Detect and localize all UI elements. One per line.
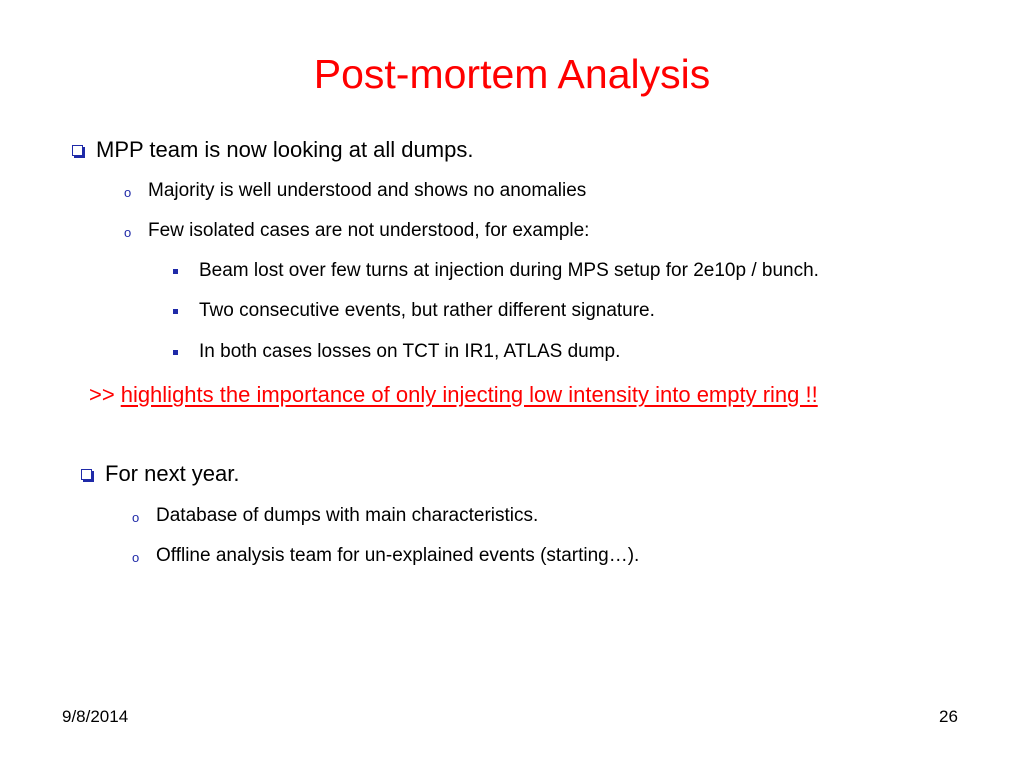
section-1-subitem-2: Two consecutive events, but rather different signature. <box>199 300 655 321</box>
section-1-subitem-3: In both cases losses on TCT in IR1, ATLAS dump. <box>199 341 621 362</box>
filled-square-bullet-icon <box>173 350 178 355</box>
filled-square-bullet-icon <box>173 309 178 314</box>
section-2-item-2: Offline analysis team for un-explained events (starting…). <box>156 545 640 566</box>
footer-date: 9/8/2014 <box>62 707 129 726</box>
circle-bullet-icon: o <box>124 185 132 200</box>
section-2-item-1: Database of dumps with main characteristics. <box>156 505 539 526</box>
circle-bullet-icon: o <box>124 225 132 240</box>
slide-title: Post-mortem Analysis <box>313 51 711 97</box>
section-2-heading: For next year. <box>105 461 240 486</box>
highlight-text: highlights the importance of only injecting low intensity into empty ring !! <box>120 382 818 407</box>
highlight-line <box>89 381 818 409</box>
highlight-prefix: >> <box>89 382 115 407</box>
section-1-heading: MPP team is now looking at all dumps. <box>96 137 474 162</box>
section-1-item-1: Majority is well understood and shows no anomalies <box>148 180 587 201</box>
hollow-square-bullet-icon <box>81 469 92 480</box>
circle-bullet-icon: o <box>132 510 140 525</box>
circle-bullet-icon: o <box>132 550 140 565</box>
section-1-subitem-1: Beam lost over few turns at injection during MPS setup for 2e10p / bunch. <box>199 260 819 281</box>
footer-page-number: 26 <box>939 707 958 726</box>
filled-square-bullet-icon <box>173 269 178 274</box>
hollow-square-bullet-icon <box>72 145 83 156</box>
section-1-item-2: Few isolated cases are not understood, for example: <box>148 220 590 241</box>
